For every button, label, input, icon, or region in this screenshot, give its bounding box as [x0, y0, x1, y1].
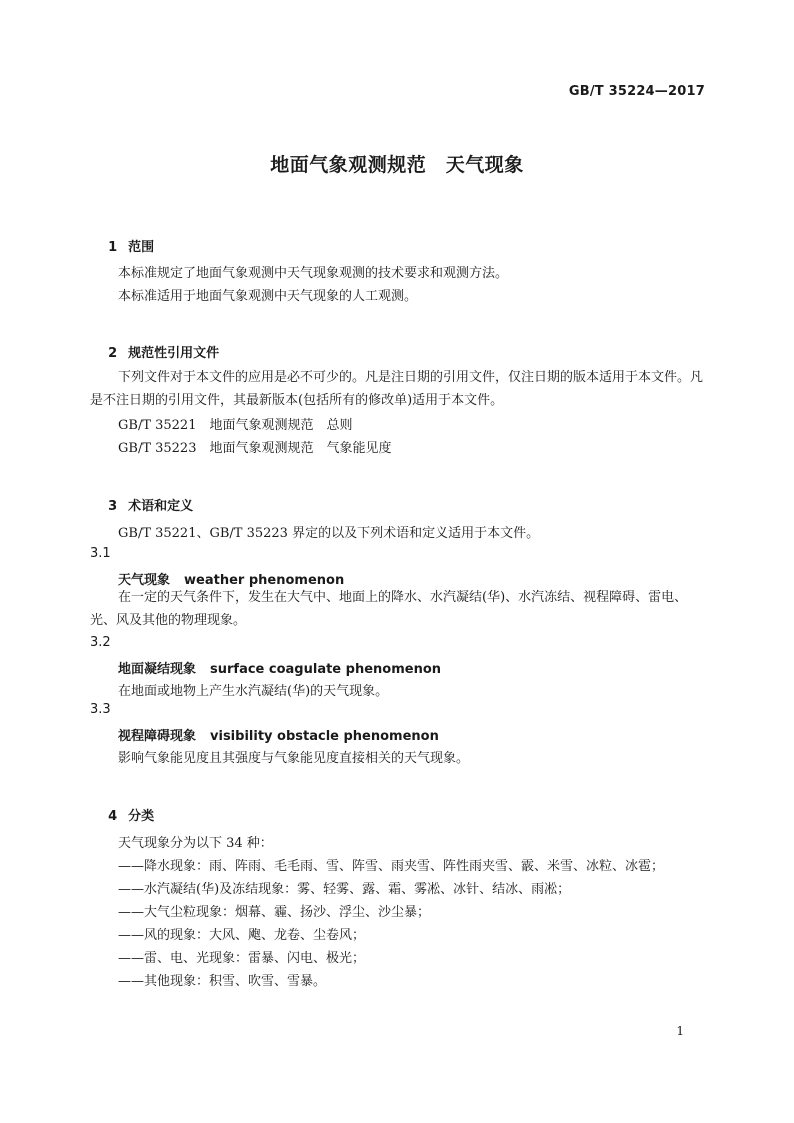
term-cn: 视程障碍现象	[118, 729, 197, 744]
section-number: 3	[108, 499, 118, 514]
section-title: 分类	[128, 809, 155, 824]
term-number: 3.3	[90, 702, 111, 717]
section-title: 规范性引用文件	[128, 346, 220, 361]
document-title: 地面气象观测规范 天气现象	[270, 154, 524, 176]
term-definition: 在地面或地物上产生水汽凝结(华)的天气现象。	[118, 684, 389, 699]
section-title: 术语和定义	[128, 499, 194, 514]
term-title	[118, 658, 441, 677]
term-en: visibility obstacle phenomenon	[210, 729, 439, 744]
section-number: 1	[108, 240, 118, 255]
list-item: ——其他现象：积雪、吹雪、雪暴。	[118, 974, 327, 989]
term-definition: 影响气象能见度且其强度与气象能见度直接相关的天气现象。	[118, 751, 470, 766]
page-number: 1	[676, 1024, 684, 1038]
section-1-paragraph-2: 本标准适用于地面气象观测中天气现象的人工观测。	[118, 289, 418, 304]
list-item: ——水汽凝结(华)及冻结现象：雾、轻雾、露、霜、雾凇、冰针、结冰、雨凇；	[118, 882, 571, 897]
reference-item: GB/T 35223 地面气象观测规范 气象能见度	[118, 441, 392, 456]
term-en: surface coagulate phenomenon	[210, 662, 442, 677]
term-number: 3.2	[90, 635, 111, 650]
reference-item: GB/T 35221 地面气象观测规范 总则	[118, 418, 353, 433]
section-1-paragraph-1: 本标准规定了地面气象观测中天气现象观测的技术要求和观测方法。	[118, 266, 509, 281]
list-item: ——风的现象：大风、飑、龙卷、尘卷风；	[118, 928, 366, 943]
section-2-paragraph: 下列文件对于本文件的应用是必不可少的。凡是注日期的引用文件，仅注日期的版本适用于本文件。凡是不注日期的引用文件，其最新版本(包括所有的修改单)适用于本文件。	[90, 370, 704, 408]
standard-code: GB/T 35224—2017	[568, 84, 705, 99]
list-item: ——降水现象：雨、阵雨、毛毛雨、雪、阵雪、雨夹雪、阵性雨夹雪、霰、米雪、冰粒、冰雹；	[118, 859, 665, 874]
term-cn: 地面凝结现象	[118, 662, 197, 677]
term-en: weather phenomenon	[184, 573, 345, 588]
section-3-intro: GB/T 35221、GB/T 35223 界定的以及下列术语和定义适用于本文件。	[118, 526, 540, 541]
section-number: 4	[108, 809, 118, 824]
term-cn: 天气现象	[118, 573, 171, 588]
section-number: 2	[108, 346, 118, 361]
section-title: 范围	[128, 240, 155, 255]
list-item: ——大气尘粒现象：烟幕、霾、扬沙、浮尘、沙尘暴；	[118, 905, 431, 920]
section-4-intro: 天气现象分为以下 34 种：	[118, 836, 273, 851]
list-item: ——雷、电、光现象：雷暴、闪电、极光；	[118, 951, 366, 966]
term-title	[118, 725, 439, 744]
term-number: 3.1	[90, 546, 111, 561]
term-definition: 在一定的天气条件下，发生在大气中、地面上的降水、水汽凝结(华)、水汽冻结、视程障碍、雷电、光、风及其他的物理现象。	[90, 590, 688, 628]
